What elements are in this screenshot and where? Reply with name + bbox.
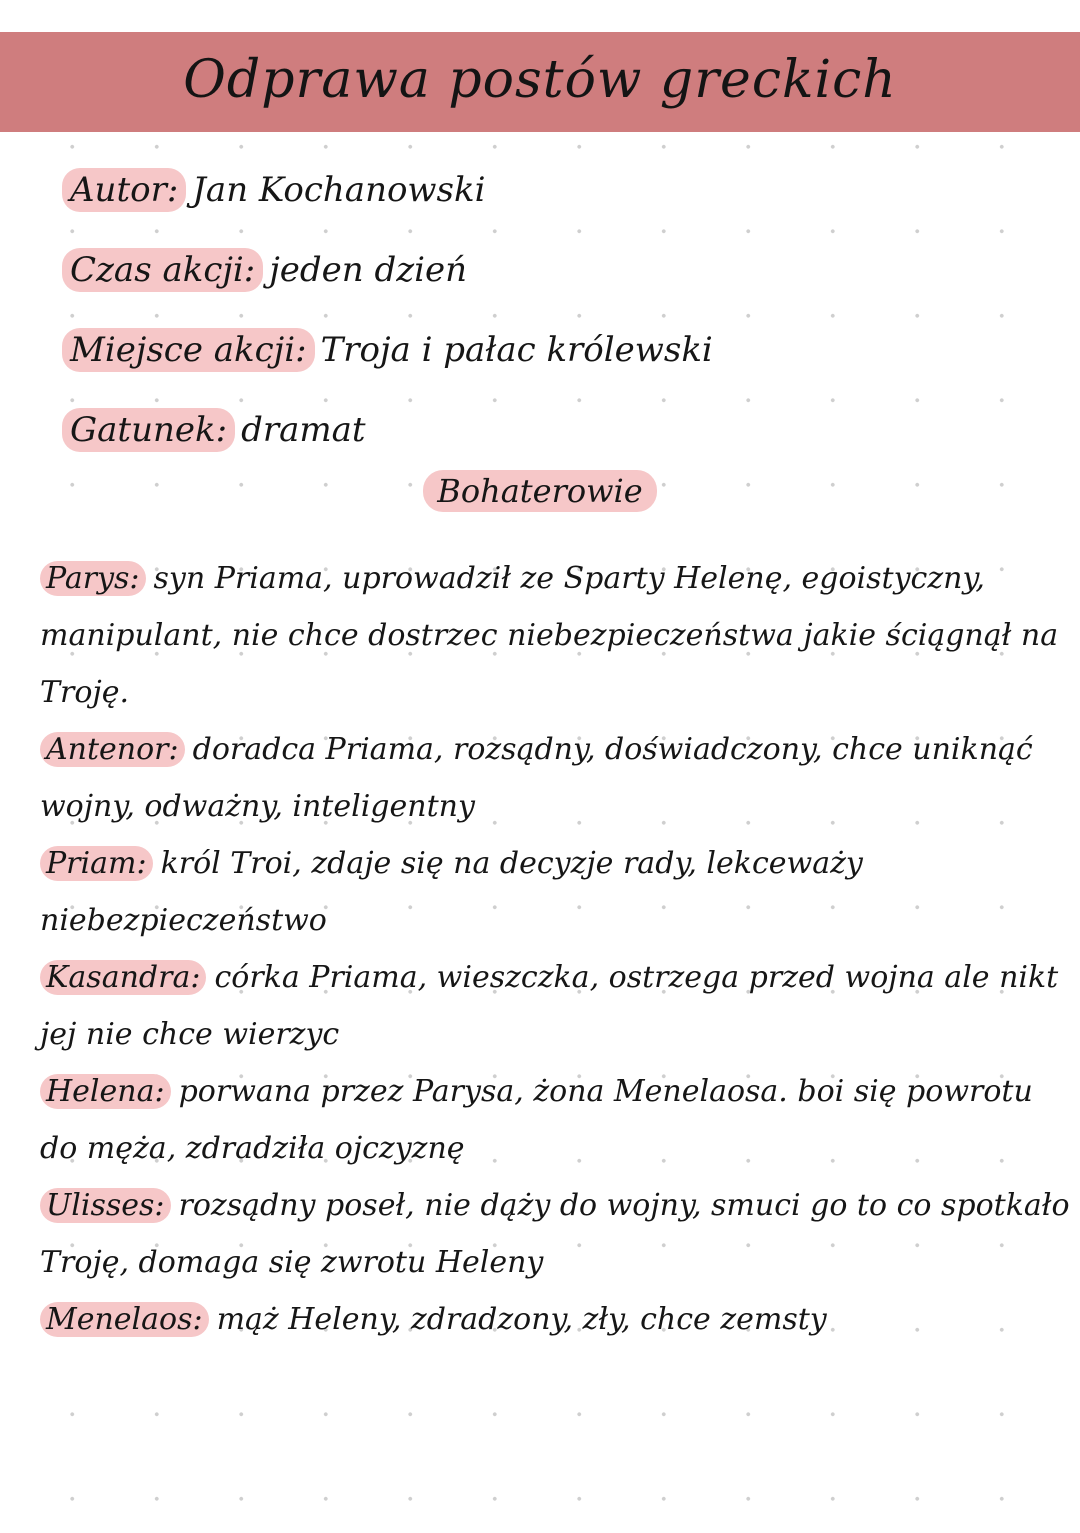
genre-label: Gatunek: bbox=[62, 408, 235, 452]
character-entry bbox=[40, 835, 1070, 949]
character-name: Antenor: bbox=[40, 732, 185, 767]
time-row bbox=[62, 230, 1022, 310]
character-name: Menelaos: bbox=[40, 1302, 209, 1337]
title-band bbox=[0, 32, 1080, 132]
page-title: Odprawa postów greckich bbox=[183, 50, 897, 110]
section-header bbox=[0, 470, 1080, 512]
character-description: porwana przez Parysa, żona Menelaosa. boi się powrotu do męża, zdradziła ojczyznę bbox=[40, 1074, 1033, 1166]
character-name: Parys: bbox=[40, 561, 146, 596]
time-value: jeden dzień bbox=[269, 250, 468, 290]
author-label: Autor: bbox=[62, 168, 186, 212]
character-description: córka Priama, wieszczka, ostrzega przed wojna ale nikt jej nie chce wierzyc bbox=[40, 960, 1059, 1052]
character-name: Ulisses: bbox=[40, 1188, 171, 1223]
place-row bbox=[62, 310, 1022, 390]
place-label: Miejsce akcji: bbox=[62, 328, 315, 372]
character-name: Helena: bbox=[40, 1074, 171, 1109]
author-row bbox=[62, 150, 1022, 230]
character-description: rozsądny poseł, nie dąży do wojny, smuci go to co spotkało Troję, domaga się zwrotu Heleny bbox=[40, 1188, 1070, 1280]
character-description: doradca Priama, rozsądny, doświadczony, chce uniknąć wojny, odważny, inteligentny bbox=[40, 732, 1033, 824]
character-entry bbox=[40, 1063, 1070, 1177]
place-value: Troja i pałac królewski bbox=[320, 330, 713, 370]
character-name: Kasandra: bbox=[40, 960, 206, 995]
genre-value: dramat bbox=[241, 410, 366, 450]
character-entry bbox=[40, 721, 1070, 835]
work-info bbox=[62, 150, 1022, 470]
genre-row bbox=[62, 390, 1022, 470]
character-description: król Troi, zdaje się na decyzje rady, lekceważy niebezpieczeństwo bbox=[40, 846, 863, 938]
character-entry bbox=[40, 1177, 1070, 1291]
characters-list bbox=[40, 550, 1070, 1348]
time-label: Czas akcji: bbox=[62, 248, 263, 292]
character-description: syn Priama, uprowadził ze Sparty Helenę, egoistyczny, manipulant, nie chce dostrzec niebezpieczeństwa jakie ściągnął na Troję. bbox=[40, 561, 1059, 710]
character-name: Priam: bbox=[40, 846, 153, 881]
character-description: mąż Heleny, zdradzony, zły, chce zemsty bbox=[216, 1302, 827, 1337]
character-entry bbox=[40, 1291, 1070, 1348]
section-title: Bohaterowie bbox=[423, 470, 656, 512]
character-entry bbox=[40, 550, 1070, 721]
author-value: Jan Kochanowski bbox=[192, 170, 486, 210]
character-entry bbox=[40, 949, 1070, 1063]
